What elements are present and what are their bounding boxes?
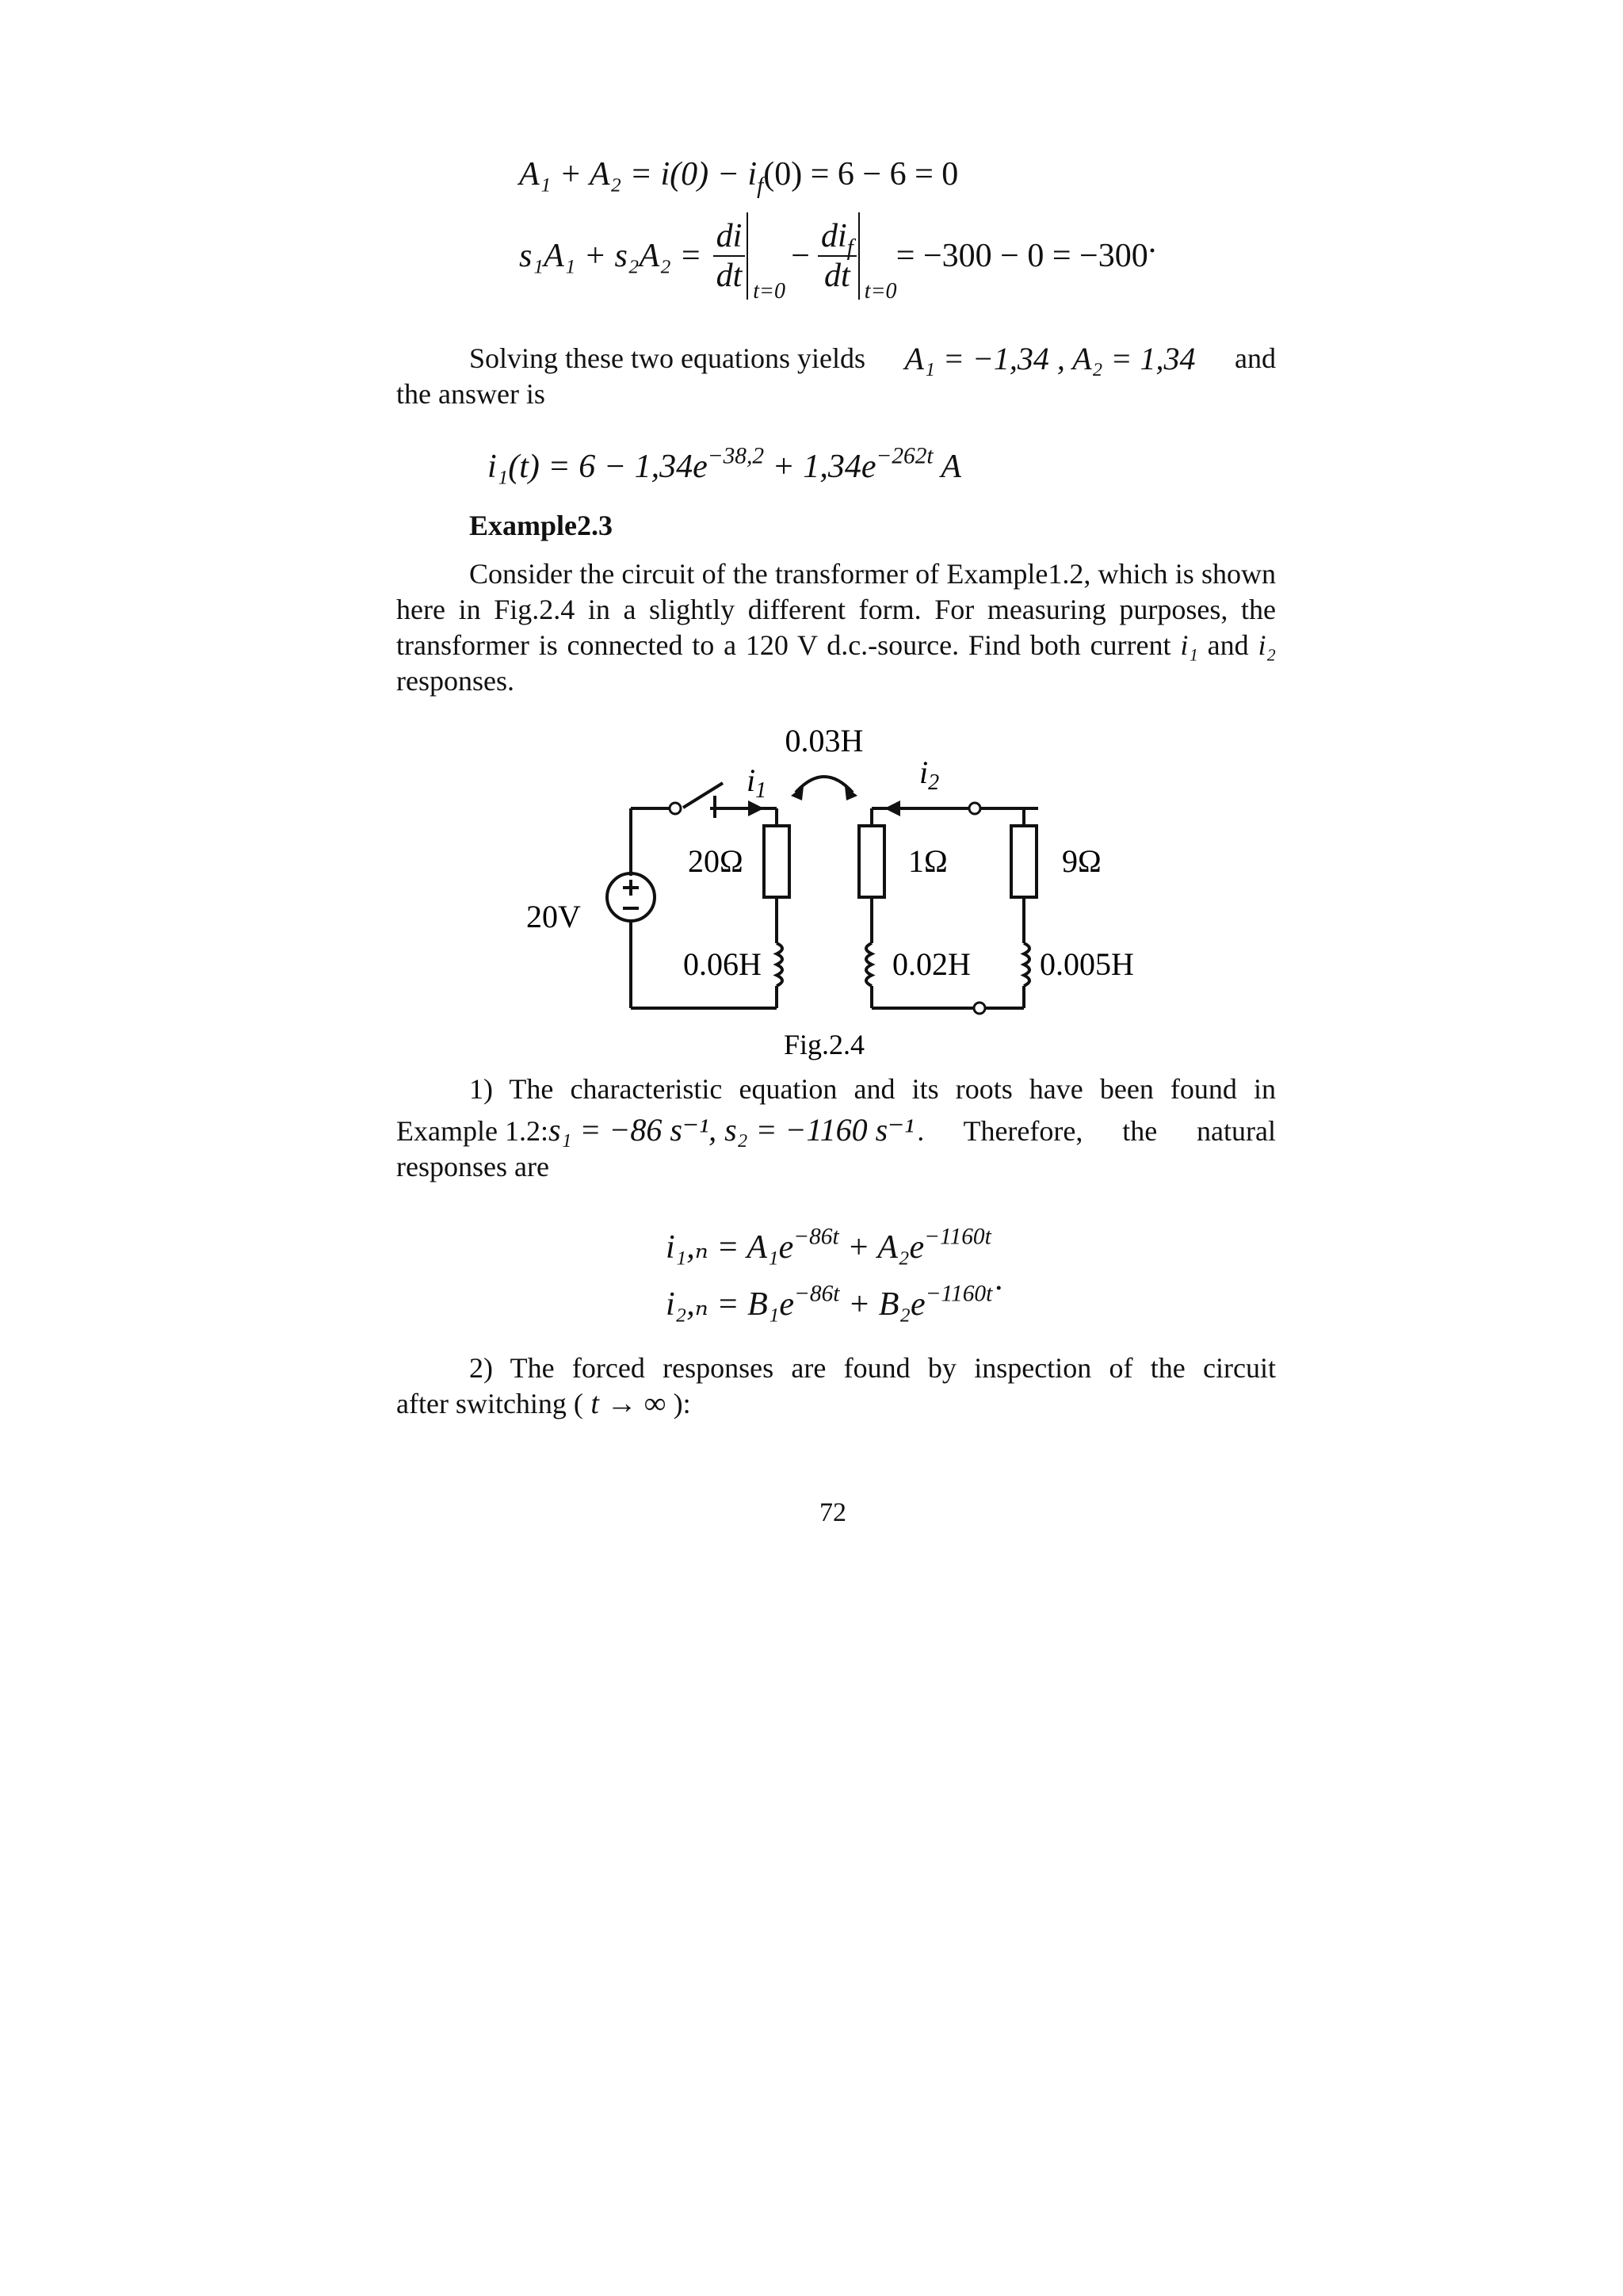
inductor-0005-label: 0.005H <box>1040 946 1134 982</box>
mutual-inductance-label: 0.03H <box>785 723 864 758</box>
source-label: 20V <box>526 899 581 934</box>
natural-eq-2: $i_2,_n = B_1e^{-86t} + B_2e^{-1160t}$ <box>666 1281 993 1323</box>
solving-paragraph: Solving these two equations yields A₁ = −1,34 , A₂ = 1,34 and the answer is <box>396 341 1276 410</box>
equation-derivative: s₁A₁ + s₂A₂ = $\frac{di}{dt}$ t=0 − $\frac{di_f}{dt}$ t=0 = −300 − 0 = −300 . <box>519 212 1156 300</box>
resistor-1-label: 1Ω <box>908 843 948 879</box>
answer-equation: $i_1(t) = 6 - 1,34e^{-38,2} + 1,34e^{-262t}$ A <box>487 443 962 485</box>
inductor-006-label: 0.06H <box>683 946 762 982</box>
step2-paragraph: 2) The forced responses are found by inspection of the circuit after switching ( t → ∞ ): <box>396 1352 1276 1420</box>
page-number: 72 <box>819 1498 846 1527</box>
equation-sum-A: $A_1 + A_2 = i(0) - i_f(0) = 6 - 6 = 0$ <box>519 156 959 199</box>
natural-eq-dot: . <box>995 1261 1003 1297</box>
circuit-figure <box>475 713 1205 1078</box>
step1-paragraph: 1) The characteristic equation and its roots have been found in Example 1.2: s₁ = −86 s⁻¹, s₂ = −1160 s⁻¹ . Therefore, the natural responses are <box>396 1073 1276 1182</box>
current-i2-label: $i_2$ <box>919 755 940 795</box>
example-heading: Example2.3 <box>469 510 613 541</box>
example-paragraph: Consider the circuit of the transformer of Example1.2, which is shown here in Fig.2.4 in a slightly different form. For measuring purposes, the transformer is connected to a 120 V d.c.-source. Find both current i₁ and i₂ responses. <box>396 558 1276 697</box>
current-i1-label: $i_1$ <box>747 762 767 803</box>
resistor-9-label: 9Ω <box>1062 843 1102 879</box>
inductor-002-label: 0.02H <box>892 946 971 982</box>
resistor-20-label: 20Ω <box>688 843 743 879</box>
figure-caption: Fig.2.4 <box>783 1029 865 1060</box>
natural-eq-1: $i_1,_n = A_1e^{-86t} + A_2e^{-1160t}$ <box>666 1224 991 1266</box>
